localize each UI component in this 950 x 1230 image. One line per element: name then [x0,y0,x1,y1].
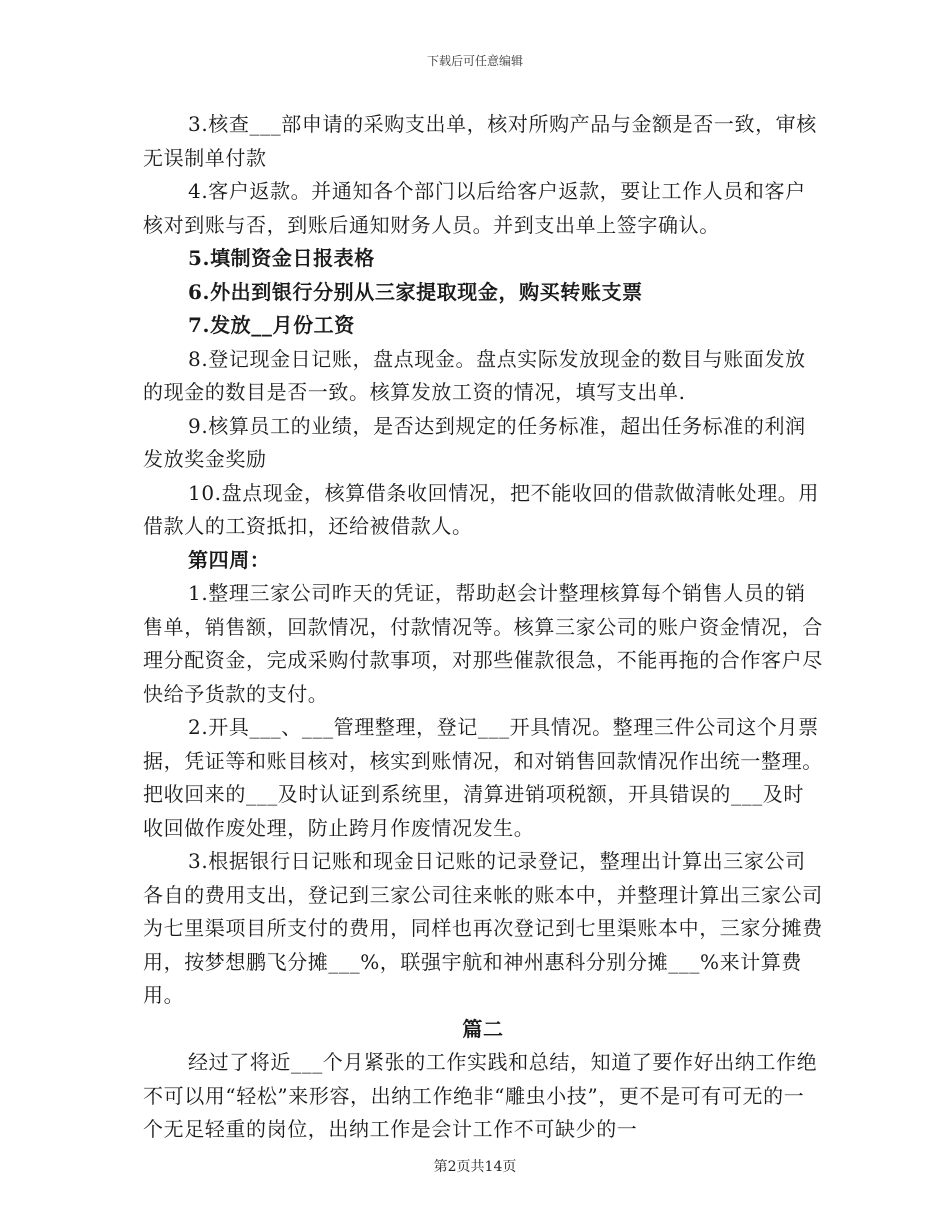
week4-item-3: 3.根据银行日记账和现金日记账的记录登记，整理出计算出三家公司各自的费用支出，登记到三家公司往来帐的账本中，并整理计算出三家公司为七里渠项目所支付的费用，同样也再次登记到七里渠账本中，三家分摊费用，按梦想鹏飞分摊___%，联强宇航和神州惠科分别分摊___%来计算费用。 [143,849,823,1007]
paragraph-item-4: 4.客户返款。并通知各个部门以后给客户返款，要让工作人员和客户核对到账与否，到账后通知财务人员。并到支出单上签字确认。 [143,179,806,237]
paragraph-item-3: 3.核查___部申请的采购支出单，核对所购产品与金额是否一致，审核无误制单付款 [143,112,817,170]
week4-item-1: 1.整理三家公司昨天的凭证，帮助赵会计整理核算每个销售人员的销售单，销售额，回款情况，付款情况等。核算三家公司的账户资金情况，合理分配资金，完成采购付款事项，对那些催款很急，不能再拖的合作客户尽快给予货款的支付。 [143,581,823,706]
week-four-heading: 第四周： [188,547,271,572]
page-number: 第2页共14页 [433,1159,517,1175]
section-title: 篇二 [462,1016,504,1041]
week4-item-2: 2.开具___、___管理整理，登记___开具情况。整理三件公司这个月票据，凭证等和账目核对，核实到账情况，和对销售回款情况作出统一整理。把收回来的___及时认证到系统里，清算进销项税额，开具错误的___及时收回做作废处理，防止跨月作废情况发生。 [143,715,823,840]
paragraph-item-9: 9.核算员工的业绩，是否达到规定的任务标准，超出任务标准的利润发放奖金奖励 [143,413,806,471]
closing-paragraph: 经过了将近___个月紧张的工作实践和总结，知道了要作好出纳工作绝不可以用“轻松”来形容，出纳工作绝非“雕虫小技”，更不是可有可无的一个无足轻重的岗位，出纳工作是会计工作不可缺少的一 [143,1050,818,1141]
paragraph-item-7: 7.发放__月份工资 [188,313,355,337]
page-header: 下载后可任意编辑 [426,54,523,68]
paragraph-item-5: 5.填制资金日报表格 [188,246,375,270]
document-body [143,108,823,1147]
paragraph-item-6: 6.外出到银行分别从三家提取现金，购买转账支票 [188,279,643,304]
paragraph-item-10: 10.盘点现金，核算借条收回情况，把不能收回的借款做清帐处理。用借款人的工资抵扣，还给被借款人。 [143,480,820,538]
paragraph-item-8: 8.登记现金日记账，盘点现金。盘点实际发放现金的数目与账面发放的现金的数目是否一致。核算发放工资的情况，填写支出单. [143,346,806,404]
